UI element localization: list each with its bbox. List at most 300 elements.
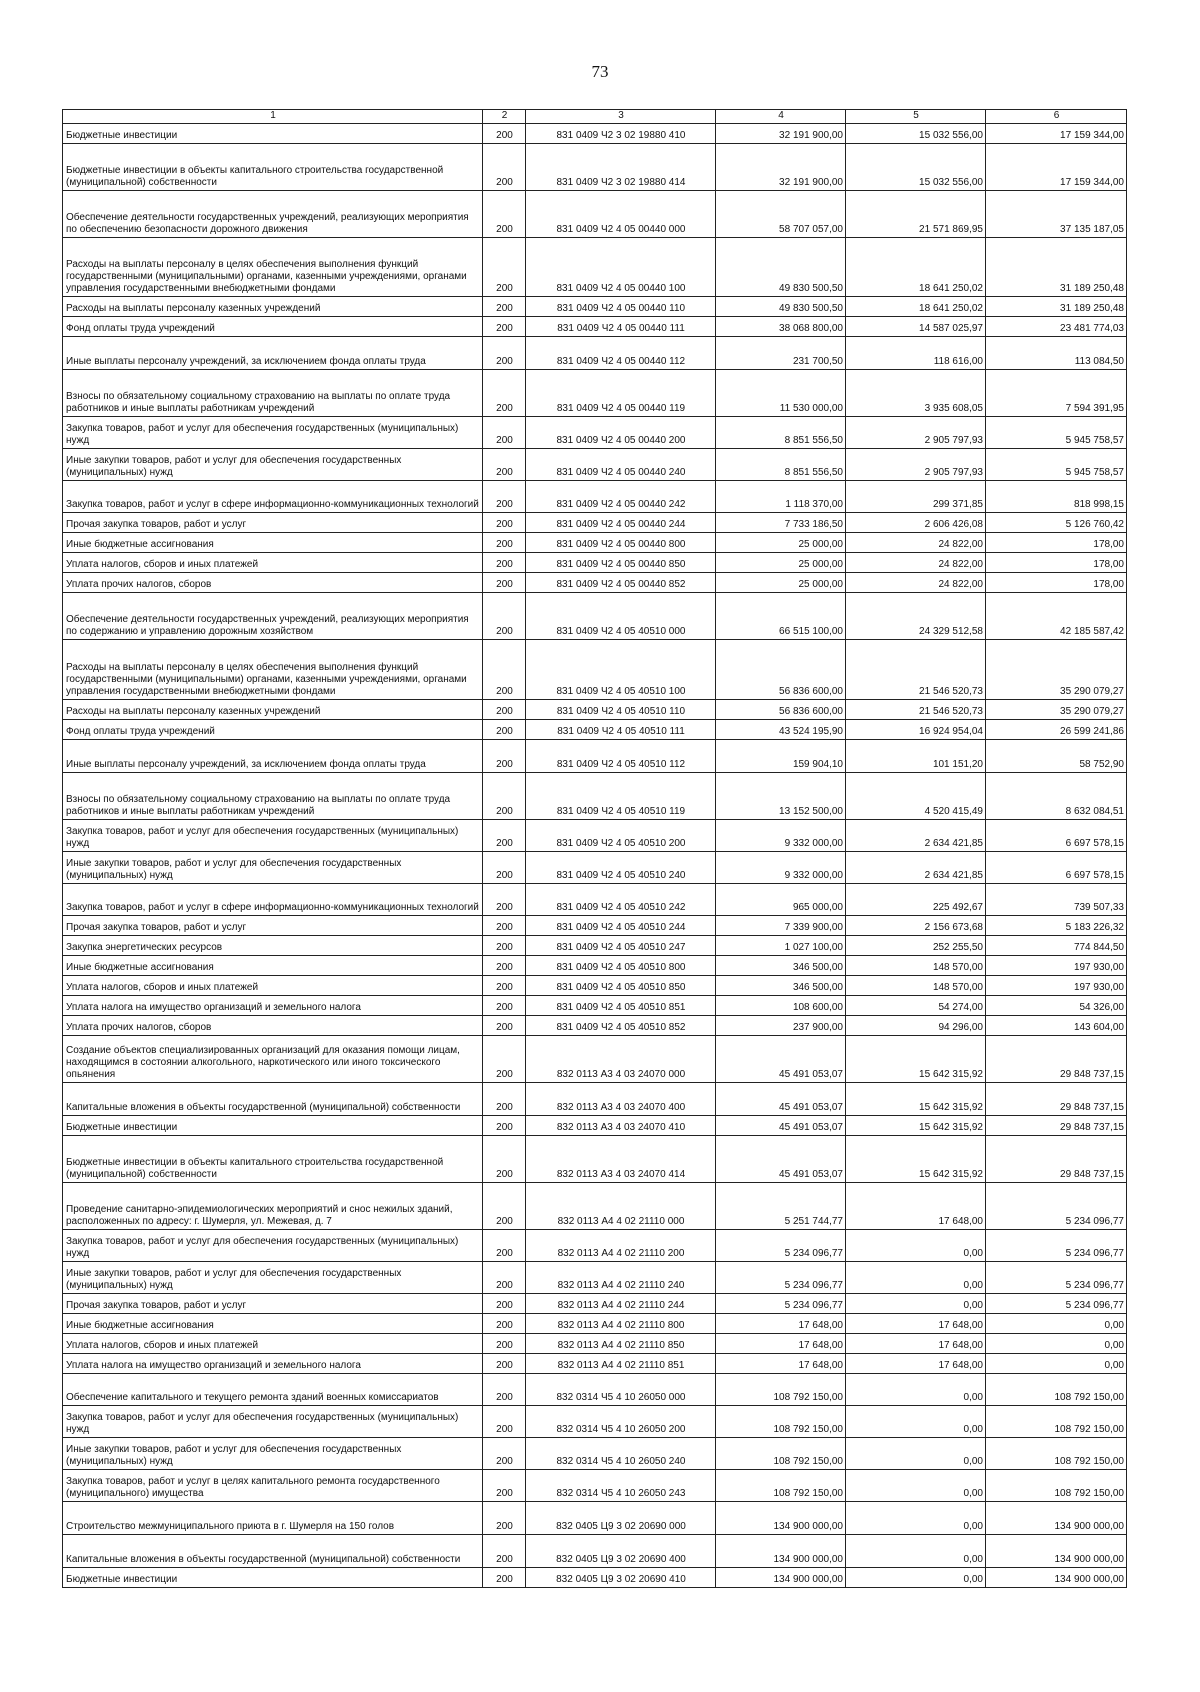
executed-amount: 148 570,00 xyxy=(846,976,986,996)
line-code: 200 xyxy=(483,1136,526,1183)
row-name: Уплата налогов, сборов и иных платежей xyxy=(63,553,483,573)
line-code: 200 xyxy=(483,1334,526,1354)
remaining-amount: 134 900 000,00 xyxy=(986,1535,1127,1568)
budget-classification-code: 831 0409 Ч2 4 05 40510 119 xyxy=(526,773,716,820)
approved-amount: 25 000,00 xyxy=(716,573,846,593)
row-name: Бюджетные инвестиции в объекты капитального строительства государственной (муниципальной) собственности xyxy=(63,1136,483,1183)
line-code: 200 xyxy=(483,191,526,238)
approved-amount: 49 830 500,50 xyxy=(716,297,846,317)
column-header: 5 xyxy=(846,110,986,124)
budget-classification-code: 831 0409 Ч2 4 05 40510 244 xyxy=(526,916,716,936)
remaining-amount: 5 234 096,77 xyxy=(986,1262,1127,1294)
executed-amount: 0,00 xyxy=(846,1535,986,1568)
remaining-amount: 0,00 xyxy=(986,1314,1127,1334)
row-name: Капитальные вложения в объекты государственной (муниципальной) собственности xyxy=(63,1083,483,1116)
budget-classification-code: 832 0405 Ц9 3 02 20690 000 xyxy=(526,1502,716,1535)
remaining-amount: 6 697 578,15 xyxy=(986,852,1127,884)
line-code: 200 xyxy=(483,481,526,513)
row-name: Расходы на выплаты персоналу в целях обеспечения выполнения функций государственными (муниципальными) органами, казенными учреждениями, органами управления государственными внебюджетными фондами xyxy=(63,640,483,700)
executed-amount: 101 151,20 xyxy=(846,740,986,773)
budget-classification-code: 831 0409 Ч2 4 05 40510 100 xyxy=(526,640,716,700)
approved-amount: 108 600,00 xyxy=(716,996,846,1016)
budget-classification-code: 832 0113 А3 4 03 24070 414 xyxy=(526,1136,716,1183)
approved-amount: 17 648,00 xyxy=(716,1314,846,1334)
row-name: Прочая закупка товаров, работ и услуг xyxy=(63,916,483,936)
remaining-amount: 108 792 150,00 xyxy=(986,1438,1127,1470)
table-row xyxy=(63,317,1127,337)
line-code: 200 xyxy=(483,337,526,370)
row-name: Обеспечение деятельности государственных учреждений, реализующих мероприятия по содержанию и управлению дорожным хозяйством xyxy=(63,593,483,640)
line-code: 200 xyxy=(483,1036,526,1083)
table-row xyxy=(63,996,1127,1016)
budget-classification-code: 831 0409 Ч2 4 05 00440 200 xyxy=(526,417,716,449)
budget-classification-code: 831 0409 Ч2 4 05 00440 111 xyxy=(526,317,716,337)
budget-classification-code: 831 0409 Ч2 4 05 00440 112 xyxy=(526,337,716,370)
row-name: Уплата налога на имущество организаций и земельного налога xyxy=(63,996,483,1016)
approved-amount: 25 000,00 xyxy=(716,533,846,553)
line-code: 200 xyxy=(483,513,526,533)
line-code: 200 xyxy=(483,1406,526,1438)
remaining-amount: 29 848 737,15 xyxy=(986,1136,1127,1183)
budget-classification-code: 832 0113 А4 4 02 21110 800 xyxy=(526,1314,716,1334)
approved-amount: 231 700,50 xyxy=(716,337,846,370)
budget-classification-code: 832 0113 А4 4 02 21110 240 xyxy=(526,1262,716,1294)
remaining-amount: 108 792 150,00 xyxy=(986,1470,1127,1502)
remaining-amount: 54 326,00 xyxy=(986,996,1127,1016)
approved-amount: 134 900 000,00 xyxy=(716,1535,846,1568)
budget-classification-code: 831 0409 Ч2 4 05 40510 111 xyxy=(526,720,716,740)
table-row xyxy=(63,1314,1127,1334)
budget-classification-code: 831 0409 Ч2 3 02 19880 410 xyxy=(526,124,716,144)
budget-classification-code: 832 0314 Ч5 4 10 26050 000 xyxy=(526,1374,716,1406)
row-name: Прочая закупка товаров, работ и услуг xyxy=(63,1294,483,1314)
row-name: Закупка товаров, работ и услуг для обеспечения государственных (муниципальных) нужд xyxy=(63,820,483,852)
executed-amount: 94 296,00 xyxy=(846,1016,986,1036)
approved-amount: 5 251 744,77 xyxy=(716,1183,846,1230)
approved-amount: 58 707 057,00 xyxy=(716,191,846,238)
table-row xyxy=(63,1374,1127,1406)
column-number-row xyxy=(63,110,1127,124)
line-code: 200 xyxy=(483,553,526,573)
budget-classification-code: 831 0409 Ч2 4 05 00440 800 xyxy=(526,533,716,553)
table-row xyxy=(63,1262,1127,1294)
table-row xyxy=(63,1406,1127,1438)
row-name: Иные закупки товаров, работ и услуг для обеспечения государственных (муниципальных) нужд xyxy=(63,1262,483,1294)
line-code: 200 xyxy=(483,884,526,916)
table-row xyxy=(63,884,1127,916)
approved-amount: 1 118 370,00 xyxy=(716,481,846,513)
budget-classification-code: 832 0113 А4 4 02 21110 000 xyxy=(526,1183,716,1230)
remaining-amount: 0,00 xyxy=(986,1354,1127,1374)
approved-amount: 965 000,00 xyxy=(716,884,846,916)
executed-amount: 148 570,00 xyxy=(846,956,986,976)
row-name: Капитальные вложения в объекты государственной (муниципальной) собственности xyxy=(63,1535,483,1568)
remaining-amount: 108 792 150,00 xyxy=(986,1374,1127,1406)
executed-amount: 0,00 xyxy=(846,1502,986,1535)
line-code: 200 xyxy=(483,1470,526,1502)
row-name: Иные выплаты персоналу учреждений, за исключением фонда оплаты труда xyxy=(63,740,483,773)
approved-amount: 17 648,00 xyxy=(716,1354,846,1374)
row-name: Иные закупки товаров, работ и услуг для обеспечения государственных (муниципальных) нужд xyxy=(63,1438,483,1470)
line-code: 200 xyxy=(483,720,526,740)
executed-amount: 15 642 315,92 xyxy=(846,1136,986,1183)
row-name: Иные выплаты персоналу учреждений, за исключением фонда оплаты труда xyxy=(63,337,483,370)
budget-classification-code: 832 0405 Ц9 3 02 20690 410 xyxy=(526,1568,716,1588)
table-row xyxy=(63,481,1127,513)
row-name: Уплата налогов, сборов и иных платежей xyxy=(63,976,483,996)
approved-amount: 134 900 000,00 xyxy=(716,1568,846,1588)
budget-classification-code: 832 0314 Ч5 4 10 26050 240 xyxy=(526,1438,716,1470)
approved-amount: 5 234 096,77 xyxy=(716,1294,846,1314)
line-code: 200 xyxy=(483,317,526,337)
executed-amount: 17 648,00 xyxy=(846,1334,986,1354)
table-row xyxy=(63,1116,1127,1136)
executed-amount: 15 032 556,00 xyxy=(846,124,986,144)
table-body xyxy=(63,124,1127,1588)
row-name: Расходы на выплаты персоналу казенных учреждений xyxy=(63,700,483,720)
executed-amount: 15 642 315,92 xyxy=(846,1116,986,1136)
line-code: 200 xyxy=(483,449,526,481)
row-name: Иные бюджетные ассигнования xyxy=(63,533,483,553)
row-name: Закупка товаров, работ и услуг в целях капитального ремонта государственного (муниципального) имущества xyxy=(63,1470,483,1502)
budget-classification-code: 831 0409 Ч2 4 05 40510 242 xyxy=(526,884,716,916)
line-code: 200 xyxy=(483,640,526,700)
approved-amount: 25 000,00 xyxy=(716,553,846,573)
table-row xyxy=(63,337,1127,370)
executed-amount: 0,00 xyxy=(846,1568,986,1588)
table-row xyxy=(63,573,1127,593)
table-row xyxy=(63,1438,1127,1470)
remaining-amount: 17 159 344,00 xyxy=(986,124,1127,144)
remaining-amount: 0,00 xyxy=(986,1334,1127,1354)
line-code: 200 xyxy=(483,1083,526,1116)
approved-amount: 8 851 556,50 xyxy=(716,449,846,481)
approved-amount: 7 339 900,00 xyxy=(716,916,846,936)
remaining-amount: 6 697 578,15 xyxy=(986,820,1127,852)
table-row xyxy=(63,1568,1127,1588)
budget-classification-code: 832 0113 А3 4 03 24070 000 xyxy=(526,1036,716,1083)
approved-amount: 38 068 800,00 xyxy=(716,317,846,337)
line-code: 200 xyxy=(483,1374,526,1406)
executed-amount: 118 616,00 xyxy=(846,337,986,370)
line-code: 200 xyxy=(483,1535,526,1568)
table-row xyxy=(63,533,1127,553)
approved-amount: 49 830 500,50 xyxy=(716,238,846,297)
table-row xyxy=(63,449,1127,481)
table-row xyxy=(63,124,1127,144)
approved-amount: 45 491 053,07 xyxy=(716,1116,846,1136)
row-name: Фонд оплаты труда учреждений xyxy=(63,720,483,740)
budget-classification-code: 831 0409 Ч2 4 05 00440 000 xyxy=(526,191,716,238)
line-code: 200 xyxy=(483,773,526,820)
line-code: 200 xyxy=(483,1314,526,1334)
approved-amount: 108 792 150,00 xyxy=(716,1406,846,1438)
executed-amount: 299 371,85 xyxy=(846,481,986,513)
executed-amount: 17 648,00 xyxy=(846,1314,986,1334)
remaining-amount: 178,00 xyxy=(986,533,1127,553)
remaining-amount: 178,00 xyxy=(986,553,1127,573)
line-code: 200 xyxy=(483,593,526,640)
row-name: Иные бюджетные ассигнования xyxy=(63,1314,483,1334)
executed-amount: 0,00 xyxy=(846,1470,986,1502)
remaining-amount: 5 945 758,57 xyxy=(986,449,1127,481)
line-code: 200 xyxy=(483,1230,526,1262)
budget-execution-table xyxy=(62,109,1127,1588)
row-name: Создание объектов специализированных организаций для оказания помощи лицам, находящимся в состоянии алкогольного, наркотического или иного токсического опьянения xyxy=(63,1036,483,1083)
table-row xyxy=(63,1354,1127,1374)
executed-amount: 2 606 426,08 xyxy=(846,513,986,533)
executed-amount: 15 032 556,00 xyxy=(846,144,986,191)
approved-amount: 1 027 100,00 xyxy=(716,936,846,956)
budget-classification-code: 832 0113 А3 4 03 24070 410 xyxy=(526,1116,716,1136)
approved-amount: 346 500,00 xyxy=(716,956,846,976)
budget-classification-code: 831 0409 Ч2 4 05 00440 852 xyxy=(526,573,716,593)
table-row xyxy=(63,852,1127,884)
table-row xyxy=(63,1294,1127,1314)
approved-amount: 32 191 900,00 xyxy=(716,124,846,144)
column-header: 3 xyxy=(526,110,716,124)
executed-amount: 21 546 520,73 xyxy=(846,700,986,720)
executed-amount: 0,00 xyxy=(846,1294,986,1314)
table-row xyxy=(63,191,1127,238)
approved-amount: 11 530 000,00 xyxy=(716,370,846,417)
remaining-amount: 5 126 760,42 xyxy=(986,513,1127,533)
row-name: Иные закупки товаров, работ и услуг для обеспечения государственных (муниципальных) нужд xyxy=(63,852,483,884)
executed-amount: 2 634 421,85 xyxy=(846,820,986,852)
budget-classification-code: 831 0409 Ч2 4 05 00440 240 xyxy=(526,449,716,481)
approved-amount: 159 904,10 xyxy=(716,740,846,773)
table-row xyxy=(63,720,1127,740)
budget-classification-code: 831 0409 Ч2 4 05 40510 800 xyxy=(526,956,716,976)
remaining-amount: 31 189 250,48 xyxy=(986,238,1127,297)
table-row xyxy=(63,417,1127,449)
line-code: 200 xyxy=(483,740,526,773)
remaining-amount: 29 848 737,15 xyxy=(986,1036,1127,1083)
approved-amount: 56 836 600,00 xyxy=(716,700,846,720)
line-code: 200 xyxy=(483,370,526,417)
budget-classification-code: 831 0409 Ч2 4 05 40510 110 xyxy=(526,700,716,720)
table-row xyxy=(63,1183,1127,1230)
row-name: Прочая закупка товаров, работ и услуг xyxy=(63,513,483,533)
approved-amount: 237 900,00 xyxy=(716,1016,846,1036)
line-code: 200 xyxy=(483,976,526,996)
approved-amount: 346 500,00 xyxy=(716,976,846,996)
row-name: Уплата прочих налогов, сборов xyxy=(63,573,483,593)
remaining-amount: 774 844,50 xyxy=(986,936,1127,956)
approved-amount: 5 234 096,77 xyxy=(716,1262,846,1294)
table-row xyxy=(63,144,1127,191)
executed-amount: 16 924 954,04 xyxy=(846,720,986,740)
table-row xyxy=(63,936,1127,956)
line-code: 200 xyxy=(483,996,526,1016)
line-code: 200 xyxy=(483,1354,526,1374)
remaining-amount: 26 599 241,86 xyxy=(986,720,1127,740)
line-code: 200 xyxy=(483,297,526,317)
row-name: Уплата прочих налогов, сборов xyxy=(63,1016,483,1036)
budget-classification-code: 831 0409 Ч2 4 05 00440 242 xyxy=(526,481,716,513)
table-row xyxy=(63,297,1127,317)
budget-classification-code: 832 0113 А4 4 02 21110 850 xyxy=(526,1334,716,1354)
table-row xyxy=(63,1083,1127,1116)
table-row xyxy=(63,916,1127,936)
executed-amount: 252 255,50 xyxy=(846,936,986,956)
row-name: Бюджетные инвестиции xyxy=(63,124,483,144)
row-name: Бюджетные инвестиции в объекты капитального строительства государственной (муниципальной) собственности xyxy=(63,144,483,191)
row-name: Иные бюджетные ассигнования xyxy=(63,956,483,976)
executed-amount: 2 905 797,93 xyxy=(846,417,986,449)
remaining-amount: 134 900 000,00 xyxy=(986,1502,1127,1535)
table-row xyxy=(63,956,1127,976)
page-number: 73 xyxy=(591,62,609,81)
approved-amount: 108 792 150,00 xyxy=(716,1438,846,1470)
executed-amount: 0,00 xyxy=(846,1438,986,1470)
remaining-amount: 7 594 391,95 xyxy=(986,370,1127,417)
column-header: 4 xyxy=(716,110,846,124)
approved-amount: 13 152 500,00 xyxy=(716,773,846,820)
executed-amount: 15 642 315,92 xyxy=(846,1083,986,1116)
row-name: Закупка товаров, работ и услуг для обеспечения государственных (муниципальных) нужд xyxy=(63,417,483,449)
remaining-amount: 5 234 096,77 xyxy=(986,1183,1127,1230)
remaining-amount: 197 930,00 xyxy=(986,956,1127,976)
line-code: 200 xyxy=(483,1116,526,1136)
approved-amount: 8 851 556,50 xyxy=(716,417,846,449)
budget-classification-code: 832 0113 А3 4 03 24070 400 xyxy=(526,1083,716,1116)
remaining-amount: 31 189 250,48 xyxy=(986,297,1127,317)
row-name: Фонд оплаты труда учреждений xyxy=(63,317,483,337)
row-name: Закупка товаров, работ и услуг в сфере информационно-коммуникационных технологий xyxy=(63,884,483,916)
budget-classification-code: 831 0409 Ч2 4 05 40510 852 xyxy=(526,1016,716,1036)
line-code: 200 xyxy=(483,852,526,884)
approved-amount: 43 524 195,90 xyxy=(716,720,846,740)
line-code: 200 xyxy=(483,144,526,191)
table-row xyxy=(63,773,1127,820)
row-name: Уплата налогов, сборов и иных платежей xyxy=(63,1334,483,1354)
approved-amount: 108 792 150,00 xyxy=(716,1374,846,1406)
executed-amount: 17 648,00 xyxy=(846,1183,986,1230)
row-name: Расходы на выплаты персоналу казенных учреждений xyxy=(63,297,483,317)
executed-amount: 15 642 315,92 xyxy=(846,1036,986,1083)
executed-amount: 0,00 xyxy=(846,1230,986,1262)
row-name: Взносы по обязательному социальному страхованию на выплаты по оплате труда работников и иные выплаты работникам учреждений xyxy=(63,370,483,417)
line-code: 200 xyxy=(483,1294,526,1314)
approved-amount: 56 836 600,00 xyxy=(716,640,846,700)
remaining-amount: 17 159 344,00 xyxy=(986,144,1127,191)
executed-amount: 2 634 421,85 xyxy=(846,852,986,884)
approved-amount: 32 191 900,00 xyxy=(716,144,846,191)
table-row xyxy=(63,1230,1127,1262)
remaining-amount: 134 900 000,00 xyxy=(986,1568,1127,1588)
line-code: 200 xyxy=(483,238,526,297)
budget-classification-code: 831 0409 Ч2 4 05 00440 850 xyxy=(526,553,716,573)
executed-amount: 54 274,00 xyxy=(846,996,986,1016)
table-row xyxy=(63,1136,1127,1183)
remaining-amount: 58 752,90 xyxy=(986,740,1127,773)
line-code: 200 xyxy=(483,1502,526,1535)
line-code: 200 xyxy=(483,916,526,936)
line-code: 200 xyxy=(483,1016,526,1036)
remaining-amount: 5 234 096,77 xyxy=(986,1230,1127,1262)
table-row xyxy=(63,700,1127,720)
executed-amount: 18 641 250,02 xyxy=(846,297,986,317)
line-code: 200 xyxy=(483,1568,526,1588)
table-row xyxy=(63,1036,1127,1083)
budget-classification-code: 831 0409 Ч2 4 05 40510 200 xyxy=(526,820,716,852)
table-row xyxy=(63,640,1127,700)
budget-classification-code: 832 0113 А4 4 02 21110 244 xyxy=(526,1294,716,1314)
approved-amount: 134 900 000,00 xyxy=(716,1502,846,1535)
approved-amount: 5 234 096,77 xyxy=(716,1230,846,1262)
row-name: Уплата налога на имущество организаций и земельного налога xyxy=(63,1354,483,1374)
budget-classification-code: 832 0314 Ч5 4 10 26050 243 xyxy=(526,1470,716,1502)
row-name: Бюджетные инвестиции xyxy=(63,1568,483,1588)
column-header: 6 xyxy=(986,110,1127,124)
executed-amount: 225 492,67 xyxy=(846,884,986,916)
line-code: 200 xyxy=(483,533,526,553)
executed-amount: 24 329 512,58 xyxy=(846,593,986,640)
row-name: Закупка товаров, работ и услуг в сфере информационно-коммуникационных технологий xyxy=(63,481,483,513)
budget-classification-code: 831 0409 Ч2 4 05 40510 247 xyxy=(526,936,716,956)
row-name: Расходы на выплаты персоналу в целях обеспечения выполнения функций государственными (муниципальными) органами, казенными учреждениями, органами управления государственными внебюджетными фондами xyxy=(63,238,483,297)
line-code: 200 xyxy=(483,417,526,449)
budget-classification-code: 832 0314 Ч5 4 10 26050 200 xyxy=(526,1406,716,1438)
line-code: 200 xyxy=(483,820,526,852)
executed-amount: 3 935 608,05 xyxy=(846,370,986,417)
executed-amount: 24 822,00 xyxy=(846,573,986,593)
budget-classification-code: 831 0409 Ч2 4 05 00440 100 xyxy=(526,238,716,297)
approved-amount: 17 648,00 xyxy=(716,1334,846,1354)
executed-amount: 0,00 xyxy=(846,1374,986,1406)
approved-amount: 9 332 000,00 xyxy=(716,852,846,884)
budget-classification-code: 831 0409 Ч2 3 02 19880 414 xyxy=(526,144,716,191)
remaining-amount: 739 507,33 xyxy=(986,884,1127,916)
remaining-amount: 29 848 737,15 xyxy=(986,1116,1127,1136)
row-name: Проведение санитарно-эпидемиологических мероприятий и снос нежилых зданий, расположенных по адресу: г. Шумерля, ул. Межевая, д. 7 xyxy=(63,1183,483,1230)
row-name: Иные закупки товаров, работ и услуг для обеспечения государственных (муниципальных) нужд xyxy=(63,449,483,481)
remaining-amount: 5 945 758,57 xyxy=(986,417,1127,449)
remaining-amount: 8 632 084,51 xyxy=(986,773,1127,820)
remaining-amount: 818 998,15 xyxy=(986,481,1127,513)
table-row xyxy=(63,1334,1127,1354)
remaining-amount: 37 135 187,05 xyxy=(986,191,1127,238)
table-row xyxy=(63,593,1127,640)
row-name: Взносы по обязательному социальному страхованию на выплаты по оплате труда работников и иные выплаты работникам учреждений xyxy=(63,773,483,820)
row-name: Строительство межмуниципального приюта в г. Шумерля на 150 голов xyxy=(63,1502,483,1535)
column-header: 2 xyxy=(483,110,526,124)
executed-amount: 17 648,00 xyxy=(846,1354,986,1374)
executed-amount: 24 822,00 xyxy=(846,533,986,553)
remaining-amount: 113 084,50 xyxy=(986,337,1127,370)
budget-classification-code: 832 0405 Ц9 3 02 20690 400 xyxy=(526,1535,716,1568)
line-code: 200 xyxy=(483,700,526,720)
approved-amount: 66 515 100,00 xyxy=(716,593,846,640)
remaining-amount: 42 185 587,42 xyxy=(986,593,1127,640)
budget-classification-code: 831 0409 Ч2 4 05 40510 000 xyxy=(526,593,716,640)
column-header: 1 xyxy=(63,110,483,124)
budget-classification-code: 831 0409 Ч2 4 05 00440 110 xyxy=(526,297,716,317)
executed-amount: 0,00 xyxy=(846,1262,986,1294)
line-code: 200 xyxy=(483,124,526,144)
budget-classification-code: 832 0113 А4 4 02 21110 200 xyxy=(526,1230,716,1262)
table-row xyxy=(63,976,1127,996)
approved-amount: 45 491 053,07 xyxy=(716,1036,846,1083)
table-row xyxy=(63,370,1127,417)
row-name: Обеспечение капитального и текущего ремонта зданий военных комиссариатов xyxy=(63,1374,483,1406)
approved-amount: 45 491 053,07 xyxy=(716,1083,846,1116)
remaining-amount: 5 183 226,32 xyxy=(986,916,1127,936)
row-name: Обеспечение деятельности государственных учреждений, реализующих мероприятия по обеспечению безопасности дорожного движения xyxy=(63,191,483,238)
executed-amount: 24 822,00 xyxy=(846,553,986,573)
table-row xyxy=(63,553,1127,573)
